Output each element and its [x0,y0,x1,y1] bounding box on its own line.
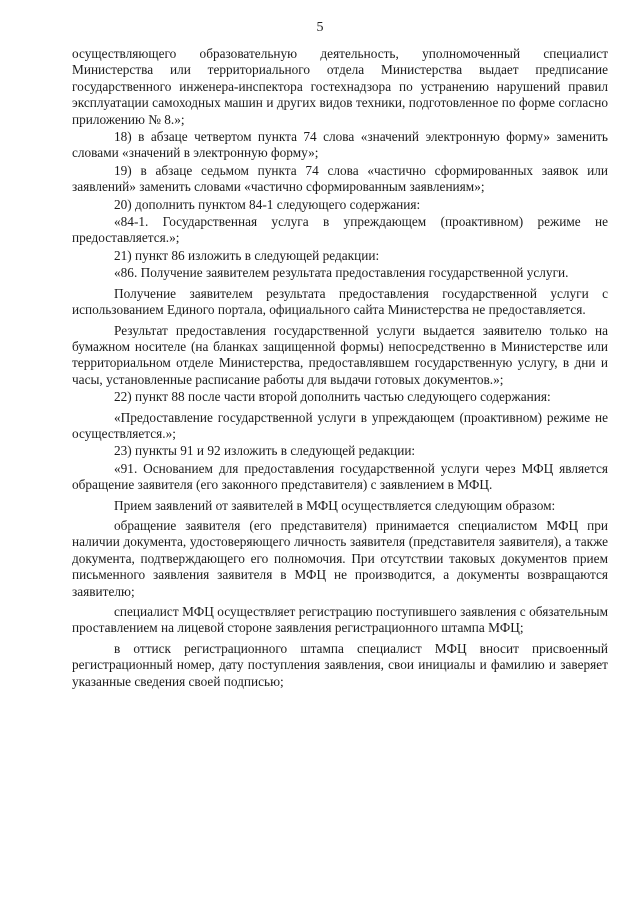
paragraph: 21) пункт 86 изложить в следующей редакции: [114,247,380,263]
paragraph: специалист МФЦ осуществляет регистрацию поступившего заявления с обязательным проставлением на лицевой стороне заявления регистрационного штампа МФЦ; [72,604,608,636]
paragraph: 20) дополнить пунктом 84-1 следующего содержания: [114,196,421,212]
page-number: 5 [316,20,324,35]
paragraph: 23) пункты 91 и 92 изложить в следующей редакции: [114,443,416,459]
paragraph: «84-1. Государственная услуга в упреждающем (проактивном) режиме не предоставляется.»; [72,214,608,246]
paragraph: 22) пункт 88 после части второй дополнить частью следующего содержания: [114,389,551,405]
paragraph: 19) в абзаце седьмом пункта 74 слова «частично сформированных заявок или заявлений» заменить словами «частично сформированным заявлениям»; [72,162,608,195]
paragraph: Получение заявителем результата предоставления государственной услуги с использованием Единого портала, официального сайта Министерства не предоставляется. [72,285,608,318]
paragraph: Прием заявлений от заявителей в МФЦ осуществляется следующим образом: [114,497,556,513]
paragraph: осуществляющего образовательную деятельность, уполномоченный специалист Министерства или территориального отдела Министерства выдает предписание государственного инженера-инспектора гостехнадзора по устранению нарушений правил эксплуатации самоходных машин и других видов техники, подготовленное по форме согласно приложению № 8.»; [72,46,608,127]
paragraph: Результат предоставления государственной услуги выдается заявителю только на бумажном носителе (на бланках защищенной формы) непосредственно в Министерстве или территориальном отделе Министерства, предоставлявшем государственную услугу, в дни и часы, установленные расписание работы для выдачи готовых документов.»; [72,322,608,387]
paragraph: «91. Основанием для предоставления государственной услуги через МФЦ является обращение заявителя (его законного представителя) с заявлением в МФЦ. [72,460,608,493]
document-body [72,46,608,691]
paragraph: «Предоставление государственной услуги в упреждающем (проактивном) режиме не осуществляется.»; [72,409,608,441]
paragraph: обращение заявителя (его представителя) принимается специалистом МФЦ при наличии документа, удостоверяющего личность заявителя (представителя заявителя), а также документа, подтверждающего его полномочия. При отсутствии таковых документов прием письменного заявления заявителя в МФЦ не производится, а документы возвращаются заявителю; [72,517,608,599]
paragraph: 18) в абзаце четвертом пункта 74 слова «значений электронную форму» заменить словами «значений в электронную форму»; [72,129,608,161]
paragraph: «86. Получение заявителем результата предоставления государственной услуги. [114,265,569,281]
paragraph: в оттиск регистрационного штампа специалист МФЦ вносит присвоенный регистрационный номер, дату поступления заявления, свои инициалы и фамилию и заверяет указанные сведения своей подписью; [72,640,608,689]
